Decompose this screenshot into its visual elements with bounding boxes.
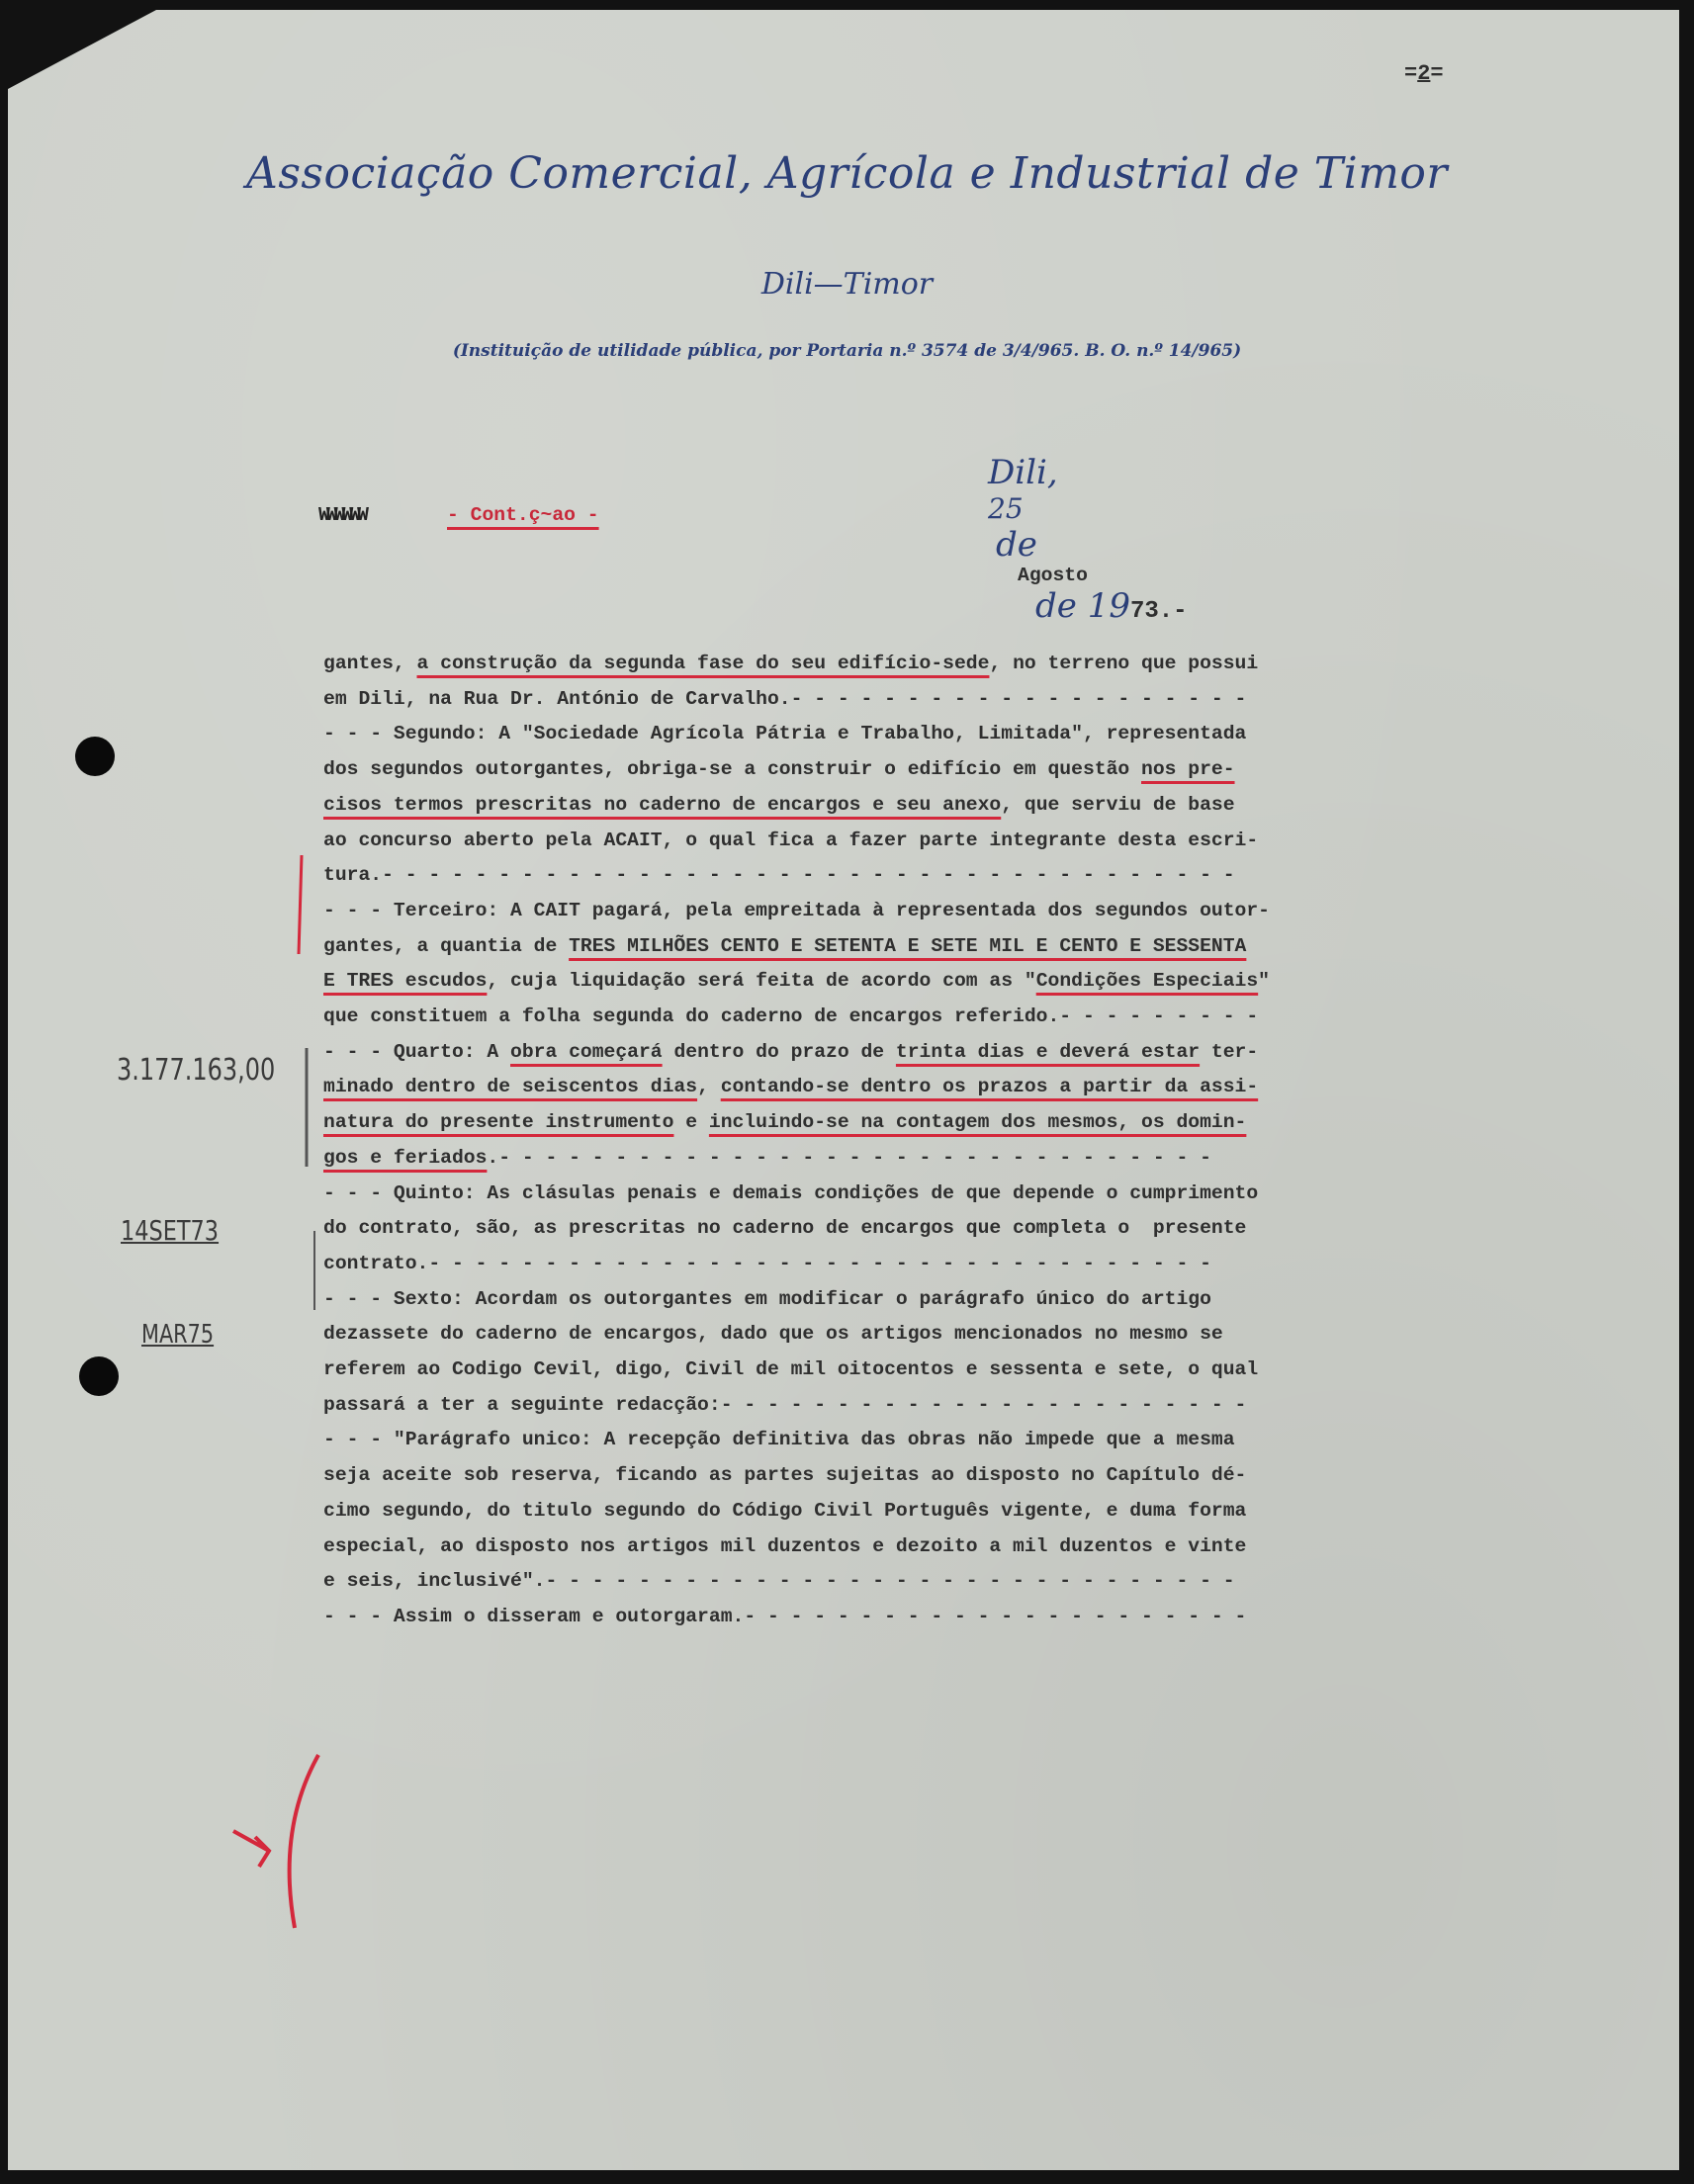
- text-segment: referem ao Codigo Cevil, digo, Civil de mil oitocentos e sessenta e sete, o qual: [323, 1358, 1259, 1380]
- text-segment: - - - Sexto: Acordam os outorgantes em modificar o parágrafo único do artigo: [323, 1287, 1211, 1310]
- margin-note-month-stamp: MAR75: [141, 1320, 215, 1350]
- text-segment: ,: [697, 1076, 721, 1098]
- page-number: =2=: [1404, 61, 1444, 86]
- red-margin-line: [299, 855, 302, 954]
- text-segment: gantes,: [323, 653, 417, 674]
- date-de: de: [996, 525, 1037, 565]
- underlined-phrase: obra começará: [510, 1040, 663, 1063]
- struck-out-text: WWWWWW: [318, 504, 365, 526]
- date-place: Dili,: [988, 453, 1058, 492]
- underlined-phrase: cisos termos prescritas no caderno de encargos e seu anexo: [323, 793, 1002, 816]
- text-segment: dezassete do caderno de encargos, dado que os artigos mencionados no mesmo se: [323, 1323, 1223, 1346]
- date-month: Agosto: [1018, 565, 1088, 586]
- text-segment: ao concurso aberto pela ACAIT, o qual fica a fazer parte integrante desta escri-: [323, 829, 1259, 851]
- text-segment: - - - Quinto: As clásulas penais e demais condições de que depende o cumprimento: [323, 1181, 1259, 1204]
- red-bracket: [290, 1755, 318, 1928]
- margin-note-date-stamp: 14SET73: [121, 1214, 220, 1247]
- text-segment: , no terreno que possui: [989, 653, 1259, 674]
- underlined-phrase: natura do presente instrumento: [323, 1111, 674, 1134]
- text-segment: dos segundos outorgantes, obriga-se a construir o edifício em questão: [323, 758, 1142, 781]
- date-year: 73.-: [1129, 598, 1188, 625]
- text-segment: - - - Assim o disseram e outorgaram.- - - - - - - - - - - - - - - - - - - - - -: [323, 1605, 1247, 1627]
- text-segment: seja aceite sob reserva, ficando as partes sujeitas ao disposto no Capítulo dé-: [323, 1464, 1247, 1487]
- text-segment: - - - Terceiro: A CAIT pagará, pela empreitada à representada dos segundos outor-: [323, 899, 1270, 921]
- text-segment: dentro do prazo de: [662, 1040, 896, 1063]
- date-day: 25: [988, 492, 1024, 525]
- text-segment: ": [1258, 970, 1270, 993]
- underlined-phrase: trinta dias e deverá estar: [895, 1040, 1201, 1063]
- red-arrow-icon: [233, 1831, 269, 1867]
- text-segment: - - - Segundo: A "Sociedade Agrícola Pátria e Trabalho, Limitada", representada: [323, 723, 1247, 745]
- text-segment: contrato.- - - - - - - - - - - - - - - - - - - - - - - - - - - - - - - - - -: [323, 1252, 1211, 1274]
- text-segment: - - - "Parágrafo unico: A recepção definitiva das obras não impede que a mesma: [323, 1429, 1235, 1451]
- date-de-19: de 19: [1035, 586, 1130, 626]
- text-segment: especial, ao disposto nos artigos mil duzentos e dezoito a mil duzentos e vinte: [323, 1534, 1247, 1557]
- underlined-phrase: nos pre-: [1141, 758, 1235, 781]
- continuation-text: - Cont.ç~ao -: [447, 504, 599, 526]
- text-segment: cimo segundo, do titulo segundo do Código Civil Português vigente, e duma forma: [323, 1499, 1247, 1522]
- text-segment: .- - - - - - - - - - - - - - - - - - - - - - - - - - - - - - -: [487, 1146, 1211, 1169]
- letterhead-title: Associação Comercial, Agrícola e Industrial de Timor: [246, 148, 1448, 199]
- text-segment: que constituem a folha segunda do caderno de encargos referido.- - - - - - - - -: [323, 1005, 1259, 1027]
- underlined-phrase: Condições Especiais: [1035, 970, 1259, 993]
- margin-note-amount: 3.177.163,00: [117, 1053, 276, 1088]
- text-segment: e seis, inclusivé".- - - - - - - - - - - - - - - - - - - - - - - - - - - - - -: [323, 1570, 1235, 1593]
- underlined-phrase: E TRES escudos: [323, 970, 488, 993]
- text-segment: em Dili, na Rua Dr. António de Carvalho.- - - - - - - - - - - - - - - - - - - -: [323, 687, 1247, 710]
- letterhead-subtitle: (Instituição de utilidade pública, por Portaria n.º 3574 de 3/4/965. B. O. n.º 14/965): [452, 341, 1242, 361]
- text-segment: do contrato, são, as prescritas no caderno de encargos que completa o presente: [323, 1217, 1247, 1240]
- text-segment: passará a ter a seguinte redacção:- - - - - - - - - - - - - - - - - - - - - - -: [323, 1393, 1247, 1416]
- text-segment: , que serviu de base: [1001, 793, 1235, 816]
- text-segment: ter-: [1200, 1040, 1259, 1063]
- text-segment: tura.- - - - - - - - - - - - - - - - - - - - - - - - - - - - - - - - - - - - -: [323, 864, 1235, 887]
- underlined-phrase: minado dentro de seiscentos dias: [323, 1076, 698, 1098]
- underlined-phrase: contando-se dentro os prazos a partir da assi-: [720, 1076, 1259, 1098]
- page-number-value: 2: [1417, 61, 1431, 86]
- letterhead-city: Dili—Timor: [760, 267, 934, 302]
- underlined-phrase: TRES MILHÕES CENTO E SETENTA E SETE MIL E CENTO E SESSENTA: [569, 934, 1247, 957]
- text-segment: - - - Quarto: A: [323, 1040, 511, 1063]
- text-segment: e: [673, 1111, 709, 1134]
- text-segment: gantes, a quantia de: [323, 934, 570, 957]
- underlined-phrase: gos e feriados: [323, 1146, 488, 1169]
- text-segment: , cuja liquidação será feita de acordo com as ": [487, 970, 1036, 993]
- underlined-phrase: incluindo-se na contagem dos mesmos, os domin-: [708, 1111, 1247, 1134]
- underlined-phrase: a construção da segunda fase do seu edifício-sede: [416, 653, 990, 674]
